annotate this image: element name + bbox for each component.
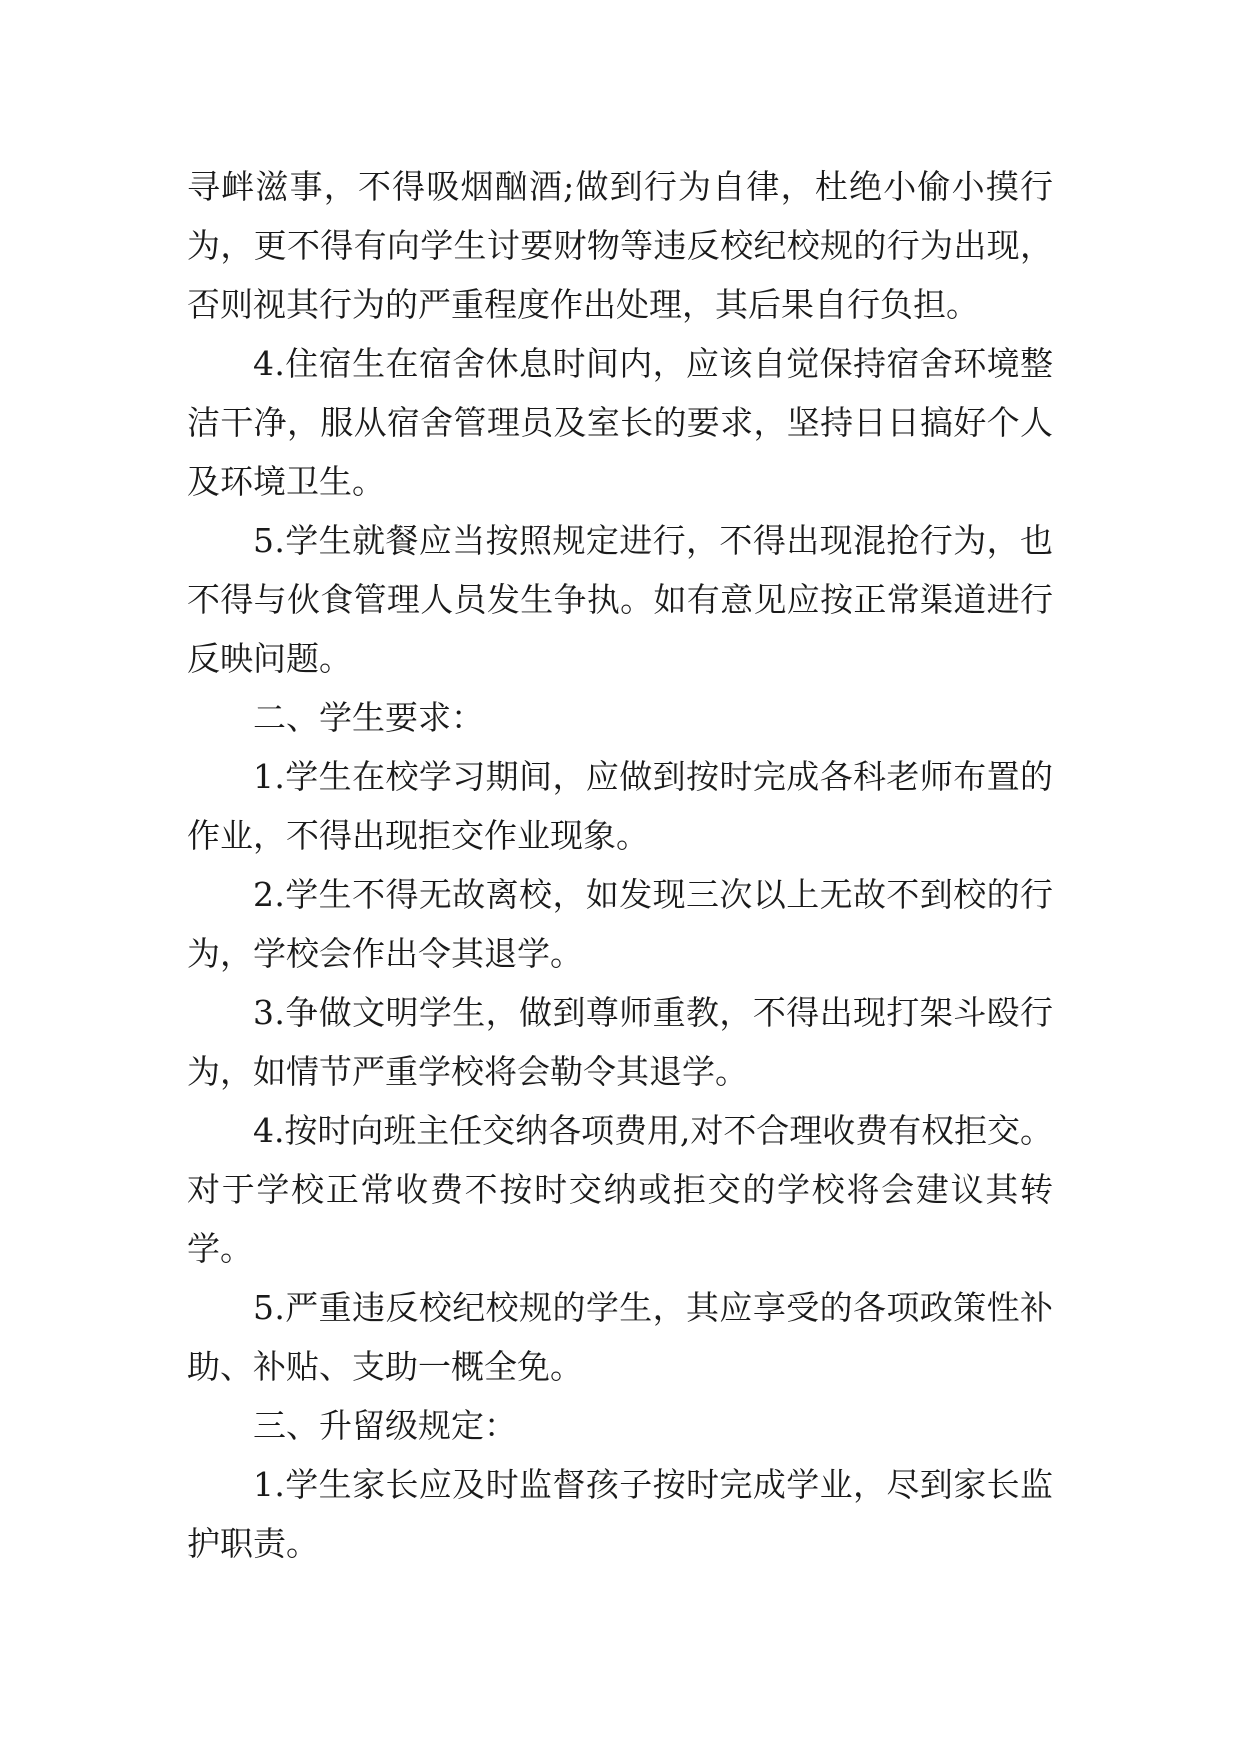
paragraph-line [187,1219,1053,1278]
line-text: 2.学生不得无故离校，如发现三次以上无故不到校的行 [253,875,1054,914]
line-text: 5.学生就餐应当按照规定进行，不得出现混抢行为，也 [253,521,1054,560]
line-text: 不得与伙食管理人员发生争执。如有意见应按正常渠道进行 [187,580,1054,619]
paragraph-line [187,1160,1053,1219]
paragraph-line [187,157,1053,216]
line-text: 护职责。 [187,1524,319,1563]
paragraph-line [187,747,1053,806]
paragraph [187,983,1053,1101]
line-text: 5.严重违反校纪校规的学生，其应享受的各项政策性补 [253,1288,1054,1327]
paragraph [187,511,1053,688]
paragraph-line [187,1337,1053,1396]
line-text: 为，学校会作出令其退学。 [187,934,583,973]
line-text: 反映问题。 [187,639,352,678]
line-text: 为，更不得有向学生讨要财物等违反校纪校规的行为出现， [187,226,1054,265]
line-text: 1.学生家长应及时监督孩子按时完成学业，尽到家长监 [253,1465,1054,1504]
paragraph-line [187,334,1053,393]
paragraph-line [187,1101,1053,1160]
paragraph-line [187,1455,1053,1514]
paragraph [187,334,1053,511]
line-text: 4.按时向班主任交纳各项费用,对不合理收费有权拒交。 [253,1111,1053,1150]
line-text: 寻衅滋事，不得吸烟酗酒;做到行为自律，杜绝小偷小摸行 [187,167,1055,206]
line-text: 为，如情节严重学校将会勒令其退学。 [187,1052,748,1091]
paragraph-line [187,511,1053,570]
document-body [187,157,1053,1573]
line-text: 洁干净，服从宿舍管理员及室长的要求，坚持日日搞好个人 [187,403,1054,442]
paragraph [187,1455,1053,1573]
paragraph-line [187,393,1053,452]
heading-text: 二、学生要求： [253,698,484,737]
paragraph [187,1278,1053,1396]
paragraph-line [187,1042,1053,1101]
paragraph-line [187,1278,1053,1337]
heading-text: 三、升留级规定： [253,1406,517,1445]
paragraph-line [187,865,1053,924]
line-text: 1.学生在校学习期间，应做到按时完成各科老师布置的 [253,757,1054,796]
paragraph-line [187,629,1053,688]
line-text: 作业，不得出现拒交作业现象。 [187,816,649,855]
line-text: 3.争做文明学生，做到尊师重教，不得出现打架斗殴行 [253,993,1054,1032]
paragraph-line [187,1514,1053,1573]
paragraph-line [187,688,1053,747]
paragraph-line [187,924,1053,983]
paragraph [187,747,1053,865]
paragraph-line [187,806,1053,865]
paragraph-line [187,1396,1053,1455]
paragraph-line [187,983,1053,1042]
section-heading [187,688,1053,747]
paragraph-line [187,452,1053,511]
paragraph [187,157,1053,334]
paragraph [187,1101,1053,1278]
section-heading [187,1396,1053,1455]
paragraph-line [187,275,1053,334]
line-text: 及环境卫生。 [187,462,385,501]
line-text: 否则视其行为的严重程度作出处理，其后果自行负担。 [187,285,979,324]
paragraph [187,865,1053,983]
paragraph-line [187,216,1053,275]
line-text: 学。 [187,1229,253,1268]
line-text: 4.住宿生在宿舍休息时间内，应该自觉保持宿舍环境整 [253,344,1054,383]
paragraph-line [187,570,1053,629]
line-text: 助、补贴、支助一概全免。 [187,1347,583,1386]
line-text: 对于学校正常收费不按时交纳或拒交的学校将会建议其转 [187,1170,1055,1209]
